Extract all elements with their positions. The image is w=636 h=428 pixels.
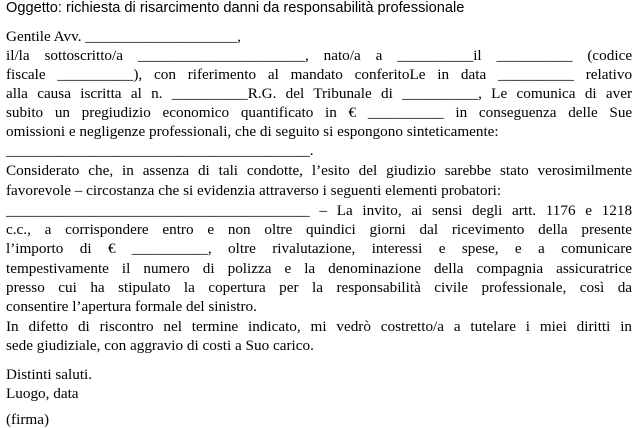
body-line: alla causa iscritta al n. __________R.G. del Tribunale di __________, Le comunica di aver [6,85,633,102]
body-line: Considerato che, in assenza di tali condotte, l’esito del giudizio sarebbe stato verosimilmente [6,162,633,179]
body-line: subito un pregiudizio economico quantificato in € __________ in conseguenza delle Sue [6,104,633,121]
closing-line: Distinti saluti. [6,366,93,383]
body-line: il/la sottoscritto/a ______________________, nato/a a __________il __________ (codice [6,47,633,64]
body-line: sede giudiziale, con aggravio di costi a Suo carico. [6,337,314,354]
body-line: ________________________________________. [6,142,314,159]
subject-line: Oggetto: richiesta di risarcimento danni da responsabilità professionale [6,0,465,16]
salutation: Gentile Avv. ____________________, [6,28,241,45]
body-line: tempestivamente il numero di polizza e la denominazione della compagnia assicuratrice [6,260,633,277]
signature-line: (firma) [6,411,50,428]
body-line: omissioni e negligenze professionali, che di seguito si espongono sinteticamente: [6,123,499,140]
body-line: ________________________________________ – La invito, ai sensi degli artt. 1176 e 1218 [6,202,633,219]
body-line: In difetto di riscontro nel termine indicato, mi vedrò costretto/a a tutelare i miei diritti in [6,318,633,335]
body-line: consentire l’apertura formale del sinistro. [6,298,257,315]
body-line: c.c., a corrispondere entro e non oltre quindici giorni dal ricevimento della presente [6,221,633,238]
place-date-line: Luogo, data [6,385,79,402]
body-line: presso cui ha stipulato la copertura per la responsabilità civile professionale, così da [6,279,633,296]
body-line: favorevole – circostanza che si evidenzia attraverso i seguenti elementi probatori: [6,182,502,199]
body-line: l’importo di € __________, oltre rivalutazione, interessi e spese, e a comunicare [6,240,632,257]
body-line: fiscale __________), con riferimento al mandato conferitoLe in data __________ relativo [6,66,633,83]
